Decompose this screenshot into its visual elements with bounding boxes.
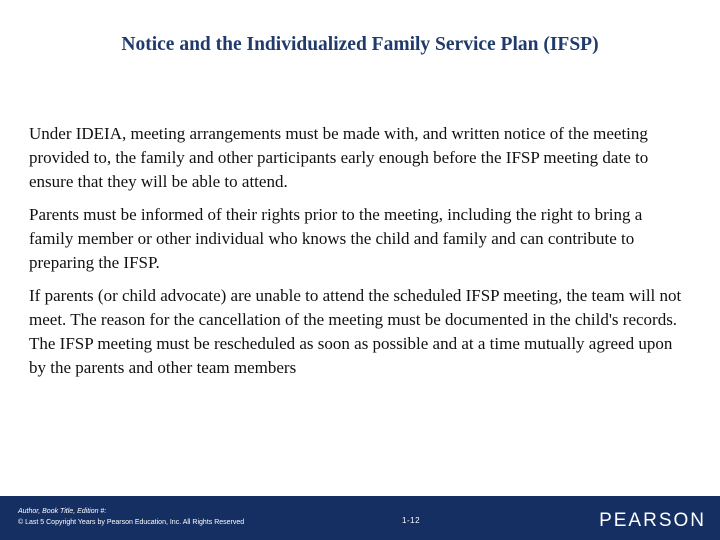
page-number: 1-12 bbox=[402, 516, 421, 525]
pearson-logo: PEARSON bbox=[599, 510, 706, 531]
footer-author-line: Author, Book Title, Edition #: bbox=[18, 508, 107, 515]
footer-bar bbox=[0, 496, 720, 540]
slide-body bbox=[29, 122, 689, 389]
body-paragraph-2: Parents must be informed of their rights prior to the meeting, including the right to bring a family member or other individual who knows the child and family and can contribute to preparing the IFSP. bbox=[29, 205, 643, 272]
footer-credit bbox=[18, 506, 244, 528]
footer-copyright-line: © Last 5 Copyright Years by Pearson Education, Inc. All Rights Reserved bbox=[18, 519, 245, 526]
slide-title: Notice and the Individualized Family Service Plan (IFSP) bbox=[121, 34, 599, 55]
body-paragraph-3: If parents (or child advocate) are unable to attend the scheduled IFSP meeting, the team will not meet. The reason for the cancellation of the meeting must be documented in the child's records. The IFSP meeting must be rescheduled as soon as possible and at a time mutually agreed upon by the parents and other team members bbox=[29, 286, 682, 377]
body-paragraph-1: Under IDEIA, meeting arrangements must be made with, and written notice of the meeting provided to, the family and other participants early enough before the IFSP meeting date to ensure that they will be able to attend. bbox=[29, 124, 649, 191]
